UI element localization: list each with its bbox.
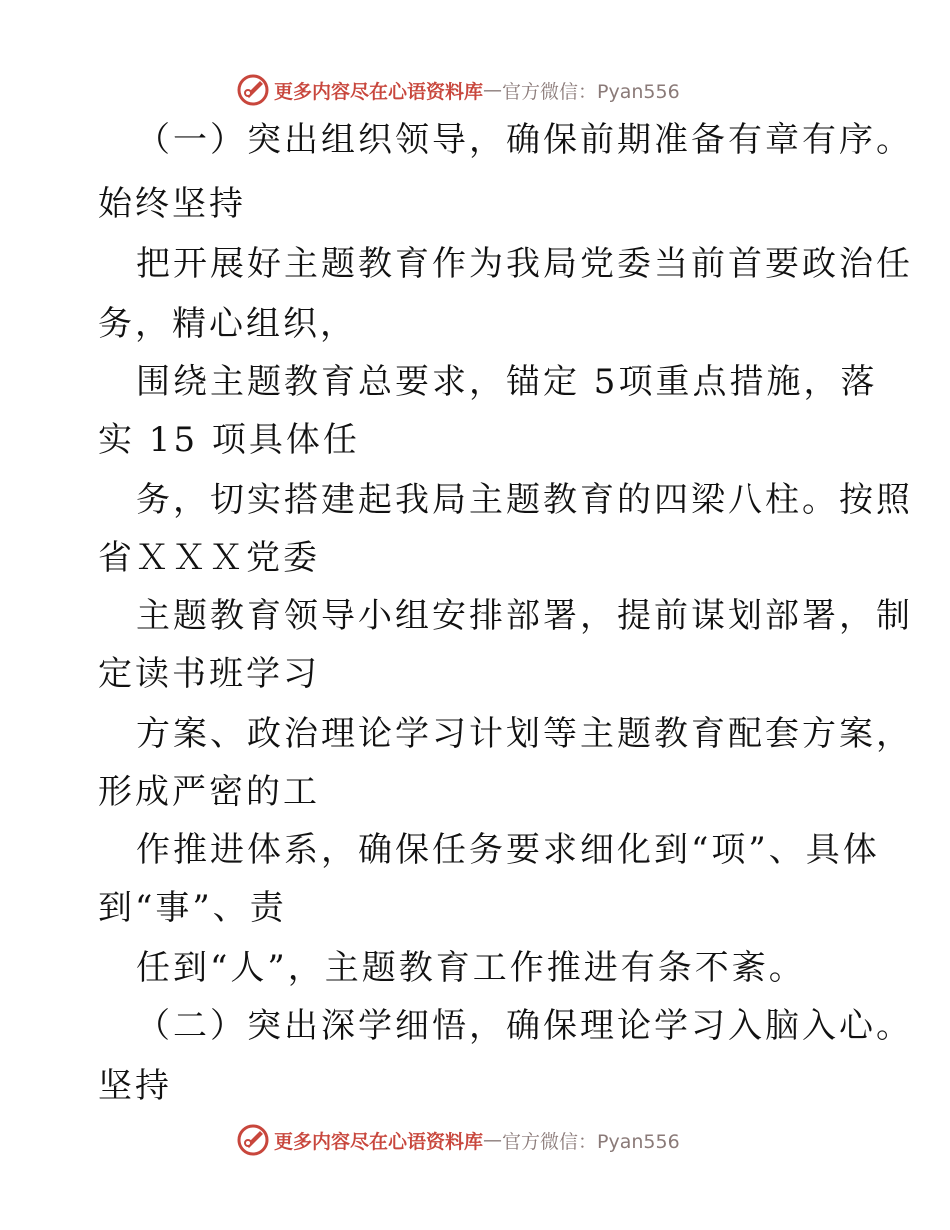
paragraph-9-line-1: （二）突出深学细悟，确保理论学习入脑入心。 xyxy=(136,1006,913,1046)
paragraph-3-line-1: 围绕主题教育总要求，锚定 5项重点措施，落 xyxy=(136,362,878,402)
footer-banner-dash: — xyxy=(483,1129,503,1151)
paragraph-4-line-1: 务，切实搭建起我局主题教育的四梁八柱。按照 xyxy=(136,480,913,520)
paragraph-7-line-1: 作推进体系，确保任务要求细化到“项”、具体 xyxy=(136,830,880,870)
footer-banner xyxy=(236,1122,680,1158)
paragraph-5-line-2: 定读书班学习 xyxy=(98,654,320,694)
footer-banner-title: 更多内容尽在心语资料库 xyxy=(274,1130,484,1153)
footer-banner-wechat: 官方微信：Pyan556 xyxy=(502,1130,680,1153)
header-banner-wechat: 官方微信：Pyan556 xyxy=(502,80,680,103)
paragraph-9-line-2: 坚持 xyxy=(98,1066,172,1106)
paragraph-3-line-2: 实 15 项具体任 xyxy=(98,420,360,460)
paragraph-2-line-2: 务，精心组织， xyxy=(98,304,357,344)
paragraph-1-line-2: 始终坚持 xyxy=(98,184,246,224)
paragraph-6-line-2: 形成严密的工 xyxy=(98,772,320,812)
paragraph-1-line-1: （一）突出组织领导，确保前期准备有章有序。 xyxy=(136,120,913,160)
brand-logo-icon xyxy=(236,73,270,107)
header-banner xyxy=(236,72,680,108)
paragraph-8-line-1: 任到“人”，主题教育工作推进有条不紊。 xyxy=(136,948,806,988)
paragraph-2-line-1: 把开展好主题教育作为我局党委当前首要政治任 xyxy=(136,244,913,284)
paragraph-6-line-1: 方案、政治理论学习计划等主题教育配套方案， xyxy=(136,714,913,754)
paragraph-7-line-2: 到“事”、责 xyxy=(98,888,287,928)
header-banner-title: 更多内容尽在心语资料库 xyxy=(274,80,484,103)
paragraph-5-line-1: 主题教育领导小组安排部署，提前谋划部署，制 xyxy=(136,596,913,636)
paragraph-4-line-2: 省ＸＸＸ党委 xyxy=(98,538,320,578)
header-banner-dash: — xyxy=(483,79,503,101)
brand-logo-icon xyxy=(236,1123,270,1157)
